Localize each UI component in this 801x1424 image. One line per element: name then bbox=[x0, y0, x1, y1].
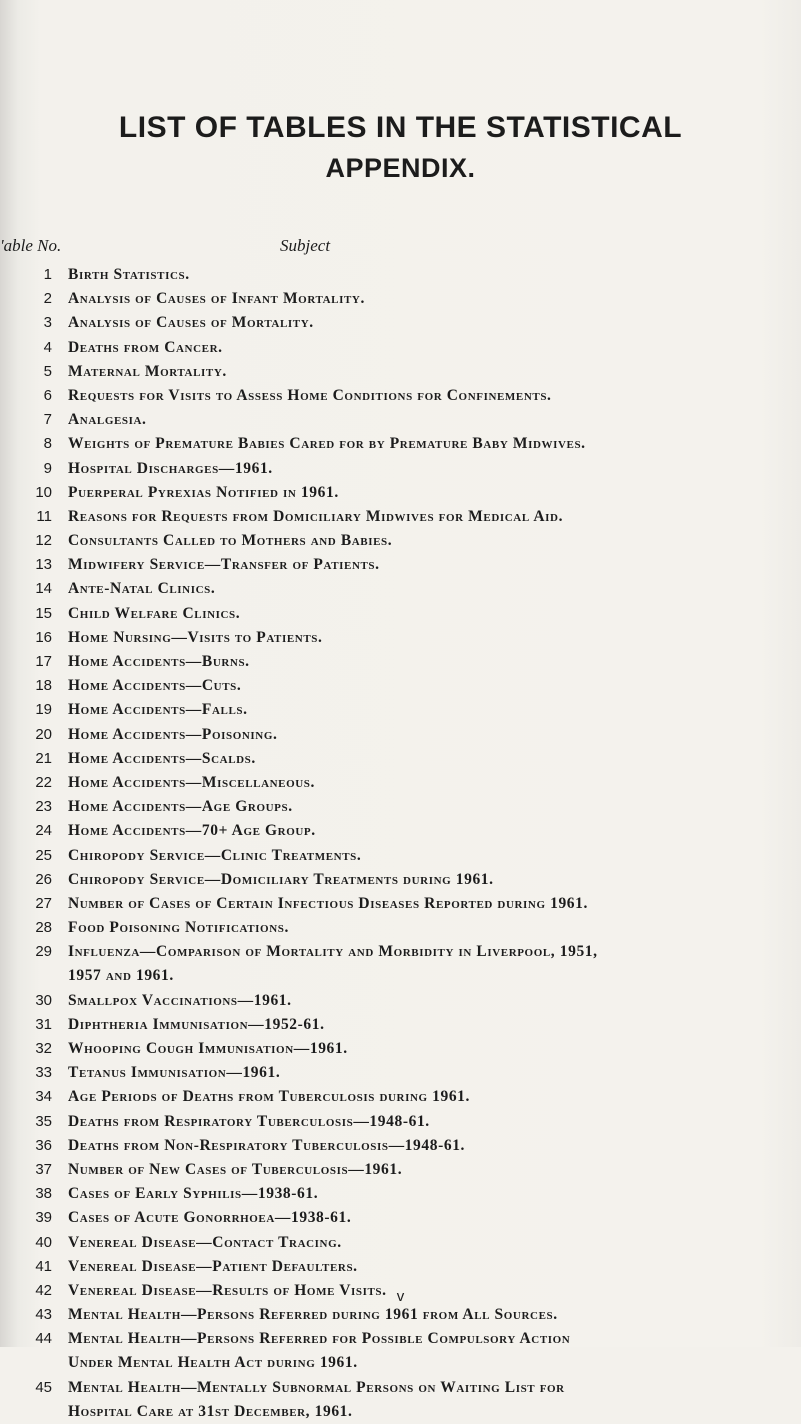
table-number: 41 bbox=[35, 1257, 52, 1275]
table-subject: Chiropody Service—Domiciliary Treatments during 1961. bbox=[68, 870, 494, 888]
table-subject: Ante-Natal Clinics. bbox=[68, 580, 216, 598]
title-line-2: APPENDIX. bbox=[325, 153, 476, 183]
table-subject: Analgesia. bbox=[68, 411, 147, 429]
table-number: 20 bbox=[35, 725, 52, 743]
table-row bbox=[0, 1182, 801, 1206]
table-row bbox=[0, 892, 801, 916]
table-row bbox=[0, 384, 801, 408]
table-subject: Diphtheria Immunisation—1952-61. bbox=[68, 1015, 325, 1033]
table-number: 4 bbox=[43, 338, 52, 356]
table-subject: Home Accidents—Burns. bbox=[68, 653, 250, 670]
table-number: 42 bbox=[35, 1281, 52, 1299]
table-number: 45 bbox=[35, 1378, 52, 1396]
table-row bbox=[0, 553, 801, 577]
table-number: 19 bbox=[35, 701, 52, 719]
table-row bbox=[0, 311, 801, 335]
table-subject: Home Nursing—Visits to Patients. bbox=[68, 628, 323, 646]
table-subject: Cases of Acute Gonorrhoea—1938-61. bbox=[68, 1209, 352, 1227]
table-number: 27 bbox=[35, 894, 52, 912]
table-row bbox=[0, 1013, 801, 1037]
table-subject: Home Accidents—Scalds. bbox=[68, 749, 256, 767]
table-number: 34 bbox=[35, 1088, 52, 1106]
table-subject: Deaths from Respiratory Tuberculosis—1948-61. bbox=[68, 1112, 430, 1130]
table-row bbox=[0, 747, 801, 771]
table-subject: Chiropody Service—Clinic Treatments. bbox=[68, 846, 362, 864]
tables-list bbox=[0, 263, 801, 1424]
table-row bbox=[0, 1134, 801, 1158]
table-subject: Deaths from Cancer. bbox=[68, 338, 223, 356]
table-subject: Smallpox Vaccinations—1961. bbox=[68, 991, 292, 1009]
table-row bbox=[0, 602, 801, 626]
table-number: 33 bbox=[35, 1064, 52, 1082]
table-subject: Analysis of Causes of Mortality. bbox=[68, 314, 314, 332]
table-number: 36 bbox=[35, 1136, 52, 1154]
table-number: 37 bbox=[35, 1160, 52, 1178]
table-subject: Cases of Early Syphilis—1938-61. bbox=[68, 1185, 319, 1203]
table-row bbox=[0, 868, 801, 892]
table-subject: Food Poisoning Notifications. bbox=[68, 919, 289, 937]
title-line-1: LIST OF TABLES IN THE STATISTICAL bbox=[118, 111, 683, 144]
table-subject: Mental Health—Persons Referred for Possible Compulsory Action Under Mental Health Act during 1961. bbox=[68, 1330, 571, 1372]
table-row bbox=[0, 771, 801, 795]
table-number: 7 bbox=[43, 411, 52, 429]
table-number: 29 bbox=[35, 943, 52, 961]
table-subject: Mental Health—Mentally Subnormal Persons on Waiting List for Hospital Care at 31st December, 1961. bbox=[68, 1378, 565, 1420]
table-number: 21 bbox=[35, 749, 52, 767]
table-row bbox=[0, 916, 801, 940]
table-row bbox=[0, 723, 801, 747]
table-number: 23 bbox=[35, 798, 52, 816]
table-number: 3 bbox=[43, 314, 52, 332]
table-subject: Venereal Disease—Contact Tracing. bbox=[68, 1233, 342, 1251]
table-number: 38 bbox=[35, 1185, 52, 1203]
table-number: 28 bbox=[35, 919, 52, 937]
column-header-table-no: 'able No. bbox=[0, 236, 62, 255]
table-number: 26 bbox=[35, 870, 52, 888]
table-row bbox=[0, 795, 801, 819]
table-number: 15 bbox=[35, 604, 52, 622]
table-number: 35 bbox=[35, 1112, 52, 1130]
table-row bbox=[0, 989, 801, 1013]
table-subject: Whooping Cough Immunisation—1961. bbox=[68, 1040, 348, 1058]
column-header-subject: Subject bbox=[280, 236, 331, 255]
table-subject: Reasons for Requests from Domiciliary Midwives for Medical Aid. bbox=[68, 507, 564, 525]
table-row bbox=[0, 1110, 801, 1134]
table-number: 8 bbox=[43, 435, 52, 453]
table-row bbox=[0, 336, 801, 360]
table-number: 24 bbox=[35, 822, 52, 840]
table-number: 43 bbox=[35, 1306, 52, 1324]
table-number: 44 bbox=[35, 1330, 52, 1348]
table-row bbox=[0, 432, 801, 456]
table-number: 11 bbox=[36, 507, 52, 525]
table-subject: Venereal Disease—Patient Defaulters. bbox=[68, 1257, 358, 1275]
table-row bbox=[0, 577, 801, 601]
table-row bbox=[0, 1376, 801, 1424]
table-row bbox=[0, 360, 801, 384]
table-row bbox=[0, 287, 801, 311]
table-subject: Birth Statistics. bbox=[68, 266, 190, 283]
table-subject: Midwifery Service—Transfer of Patients. bbox=[68, 556, 380, 574]
table-row bbox=[0, 626, 801, 650]
table-row bbox=[0, 457, 801, 481]
table-row bbox=[0, 408, 801, 432]
table-number: 16 bbox=[35, 628, 52, 646]
table-row bbox=[0, 940, 801, 988]
table-subject: Home Accidents—Cuts. bbox=[68, 677, 242, 695]
table-row bbox=[0, 819, 801, 843]
table-subject: Home Accidents—Age Groups. bbox=[68, 798, 293, 816]
table-row bbox=[0, 650, 801, 674]
table-number: 10 bbox=[35, 483, 52, 501]
table-row bbox=[0, 481, 801, 505]
table-number: 31 bbox=[35, 1015, 52, 1033]
table-subject: Home Accidents—Poisoning. bbox=[68, 725, 278, 743]
table-subject: Home Accidents—70+ Age Group. bbox=[68, 822, 316, 840]
table-number: 2 bbox=[43, 290, 52, 308]
table-subject: Number of Cases of Certain Infectious Diseases Reported during 1961. bbox=[68, 894, 588, 912]
table-row bbox=[0, 529, 801, 553]
table-number: 12 bbox=[35, 532, 52, 550]
table-row bbox=[0, 844, 801, 868]
table-number: 17 bbox=[35, 653, 52, 670]
table-number: 30 bbox=[35, 991, 52, 1009]
page-number: v bbox=[396, 1288, 405, 1305]
table-row bbox=[0, 1231, 801, 1255]
table-number: 9 bbox=[43, 459, 52, 477]
table-number: 18 bbox=[35, 677, 52, 695]
table-row bbox=[0, 1158, 801, 1182]
table-number: 14 bbox=[35, 580, 52, 598]
table-subject: Child Welfare Clinics. bbox=[68, 604, 241, 622]
table-number: 1 bbox=[43, 266, 52, 283]
table-subject: Number of New Cases of Tuberculosis—1961. bbox=[68, 1160, 403, 1178]
table-subject: Puerperal Pyrexias Notified in 1961. bbox=[68, 483, 339, 501]
table-subject: Requests for Visits to Assess Home Conditions for Confinements. bbox=[68, 386, 552, 404]
table-subject: Hospital Discharges—1961. bbox=[68, 459, 273, 477]
table-subject: Maternal Mortality. bbox=[68, 362, 227, 380]
table-row bbox=[0, 1037, 801, 1061]
table-row bbox=[0, 1303, 801, 1327]
table-subject: Mental Health—Persons Referred during 1961 from All Sources. bbox=[68, 1306, 558, 1324]
table-subject: Venereal Disease—Results of Home Visits. bbox=[68, 1281, 387, 1299]
table-subject: Home Accidents—Falls. bbox=[68, 701, 248, 719]
table-subject: Consultants Called to Mothers and Babies. bbox=[68, 532, 393, 550]
table-row bbox=[0, 263, 801, 287]
table-row bbox=[0, 1085, 801, 1109]
table-row bbox=[0, 1206, 801, 1230]
table-number: 25 bbox=[35, 846, 52, 864]
table-subject: Analysis of Causes of Infant Mortality. bbox=[68, 290, 365, 308]
table-number: 32 bbox=[35, 1040, 52, 1058]
table-subject: Deaths from Non-Respiratory Tuberculosis—1948-61. bbox=[68, 1136, 466, 1154]
table-number: 39 bbox=[35, 1209, 52, 1227]
table-number: 22 bbox=[35, 773, 52, 791]
table-row bbox=[0, 1255, 801, 1279]
table-number: 5 bbox=[43, 362, 52, 380]
table-row bbox=[0, 674, 801, 698]
table-subject: Home Accidents—Miscellaneous. bbox=[68, 773, 315, 791]
table-subject: Age Periods of Deaths from Tuberculosis during 1961. bbox=[68, 1088, 471, 1106]
table-row bbox=[0, 505, 801, 529]
table-row bbox=[0, 1061, 801, 1085]
table-subject: Tetanus Immunisation—1961. bbox=[68, 1064, 281, 1082]
table-number: 13 bbox=[35, 556, 52, 574]
table-row bbox=[0, 698, 801, 722]
table-subject: Weights of Premature Babies Cared for by Premature Baby Midwives. bbox=[68, 435, 586, 453]
table-number: 40 bbox=[35, 1233, 52, 1251]
table-subject: Influenza—Comparison of Mortality and Morbidity in Liverpool, 1951, 1957 and 1961. bbox=[68, 943, 598, 985]
page-title bbox=[0, 108, 801, 188]
table-number: 6 bbox=[43, 386, 52, 404]
table-row bbox=[0, 1327, 801, 1375]
